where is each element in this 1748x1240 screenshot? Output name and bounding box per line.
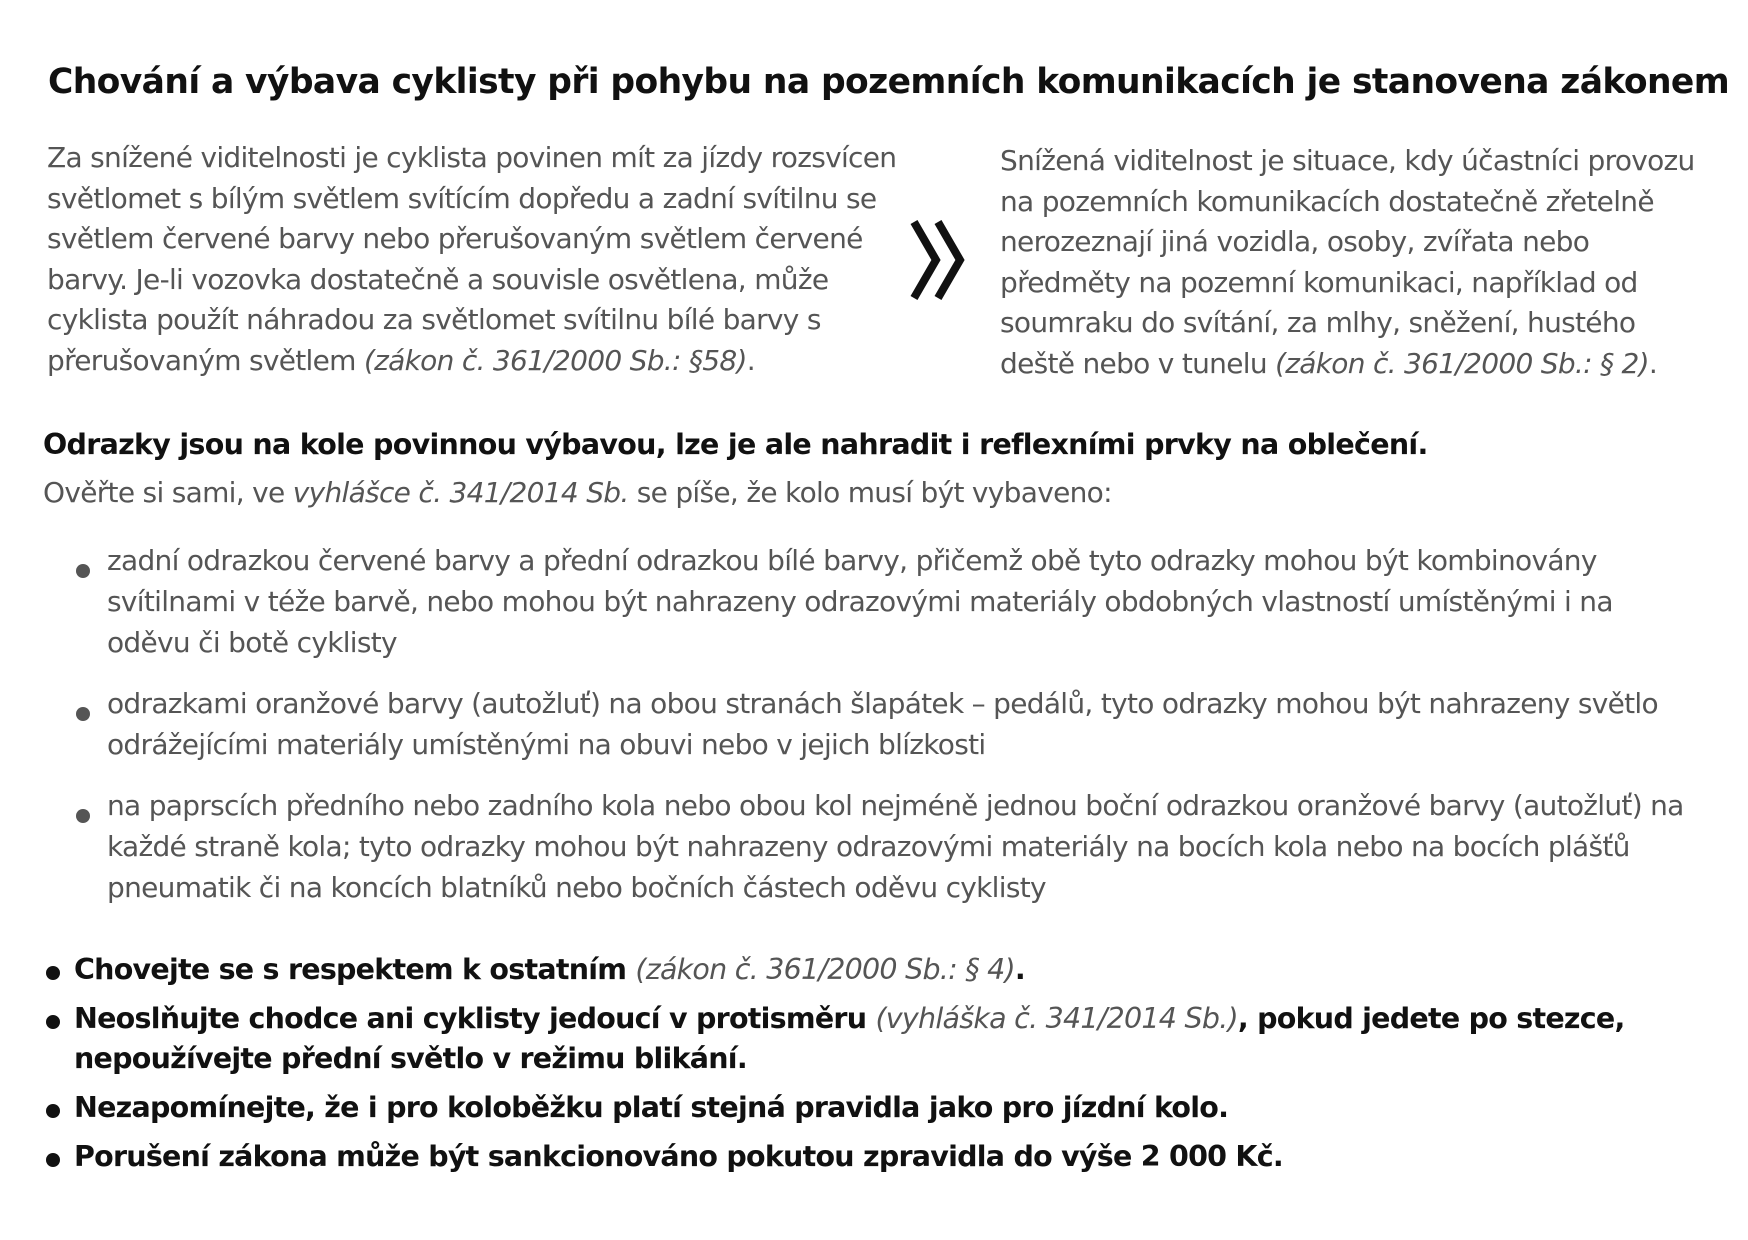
list-item-text: zadní odrazkou červené barvy a přední odrazkou bílé barvy, přičemž obě tyto odrazky mohou být kombinovány svítilnami v téže barvě, nebo mohou být nahrazeny odrazovými materiály obdobných vlastností umístěnými i na oděvu či botě cyklisty xyxy=(107,544,1613,659)
reflectors-intro-start: Ověřte si sami, ve xyxy=(43,476,293,509)
list-item xyxy=(70,683,1690,765)
right-column-text: Snížená viditelnost je situace, kdy účastníci provozu na pozemních komunikacích dostatečně zřetelně nerozeznají jiná vozidla, osoby, zvířata nebo předměty na pozemní komunikaci, například od soumraku do svítání, za mlhy, sněžení, hustého deště nebo v tunelu xyxy=(1000,144,1695,380)
left-column-paragraph xyxy=(47,138,897,381)
left-column-end: . xyxy=(746,343,755,377)
reflectors-intro xyxy=(43,476,1112,510)
bullet-icon xyxy=(76,809,90,823)
reflectors-intro-end: se píše, že kolo musí být vybaveno: xyxy=(628,476,1112,509)
rule-citation: (vyhláška č. 341/2014 Sb.) xyxy=(875,1002,1238,1035)
bullet-icon xyxy=(46,1015,60,1029)
list-item-text: odrazkami oranžové barvy (autožluť) na obou stranách šlapátek – pedálů, tyto odrazky mohou být nahrazeny světlo odrážejícími materiály umístěnými na obuvi nebo v jejich blízkosti xyxy=(107,687,1658,761)
rule-citation: (zákon č. 361/2000 Sb.: § 4) xyxy=(635,953,1015,986)
rule-item xyxy=(43,1137,1693,1177)
bullet-icon xyxy=(46,966,60,980)
left-column-citation: (zákon č. 361/2000 Sb.: §58) xyxy=(363,343,747,377)
rule-end: , pokud jedete po stezce, nepoužívejte přední světlo v režimu blikání. xyxy=(74,1002,1625,1075)
left-column-text: Za snížené viditelnosti je cyklista povinen mít za jízdy rozsvícen světlomet s bílým světlem svítícím dopředu a zadní svítilnu se světlem červené barvy nebo přerušovaným světlem červené barvy. Je-li vozovka dostatečně a souvisle osvětlena, může cyklista použít náhradou za světlomet svítilnu bílé barvy s přerušovaným světlem xyxy=(47,141,897,377)
rule-text: Chovejte se s respektem k ostatním xyxy=(74,953,636,986)
right-column-paragraph xyxy=(1000,141,1700,384)
bullet-icon xyxy=(76,564,90,578)
rule-item xyxy=(43,1088,1693,1128)
double-chevron-right-icon xyxy=(910,218,970,302)
page-title: Chování a výbava cyklisty při pohybu na pozemních komunikacích je stanovena zákonem xyxy=(48,62,1730,102)
right-column-citation: (zákon č. 361/2000 Sb.: § 2) xyxy=(1275,346,1649,380)
bullet-icon xyxy=(46,1104,60,1118)
rules-list xyxy=(43,950,1693,1186)
list-item xyxy=(70,785,1690,908)
rule-item xyxy=(43,950,1693,990)
bullet-icon xyxy=(46,1153,60,1167)
rule-text: Neoslňujte chodce ani cyklisty jedoucí v protisměru xyxy=(74,1002,876,1035)
equipment-list xyxy=(70,540,1690,928)
rule-end: . xyxy=(1014,953,1025,986)
rule-text: Porušení zákona může být sankcionováno pokutou zpravidla do výše 2 000 Kč. xyxy=(74,1140,1283,1173)
reflectors-heading: Odrazky jsou na kole povinnou výbavou, lze je ale nahradit i reflexními prvky na oblečení. xyxy=(43,428,1428,461)
reflectors-intro-citation: vyhlášce č. 341/2014 Sb. xyxy=(292,476,629,509)
list-item-text: na paprscích předního nebo zadního kola nebo obou kol nejméně jednou boční odrazkou oranžové barvy (autožluť) na každé straně kola; tyto odrazky mohou být nahrazeny odrazovými materiály na bocích kola nebo na bocích plášťů pneumatik či na koncích blatníků nebo bočních částech oděvu cyklisty xyxy=(107,789,1684,904)
right-column-end: . xyxy=(1648,346,1658,380)
rule-text: Nezapomínejte, že i pro koloběžku platí stejná pravidla jako pro jízdní kolo. xyxy=(74,1091,1229,1124)
list-item xyxy=(70,540,1690,663)
rule-item xyxy=(43,999,1693,1079)
bullet-icon xyxy=(76,707,90,721)
